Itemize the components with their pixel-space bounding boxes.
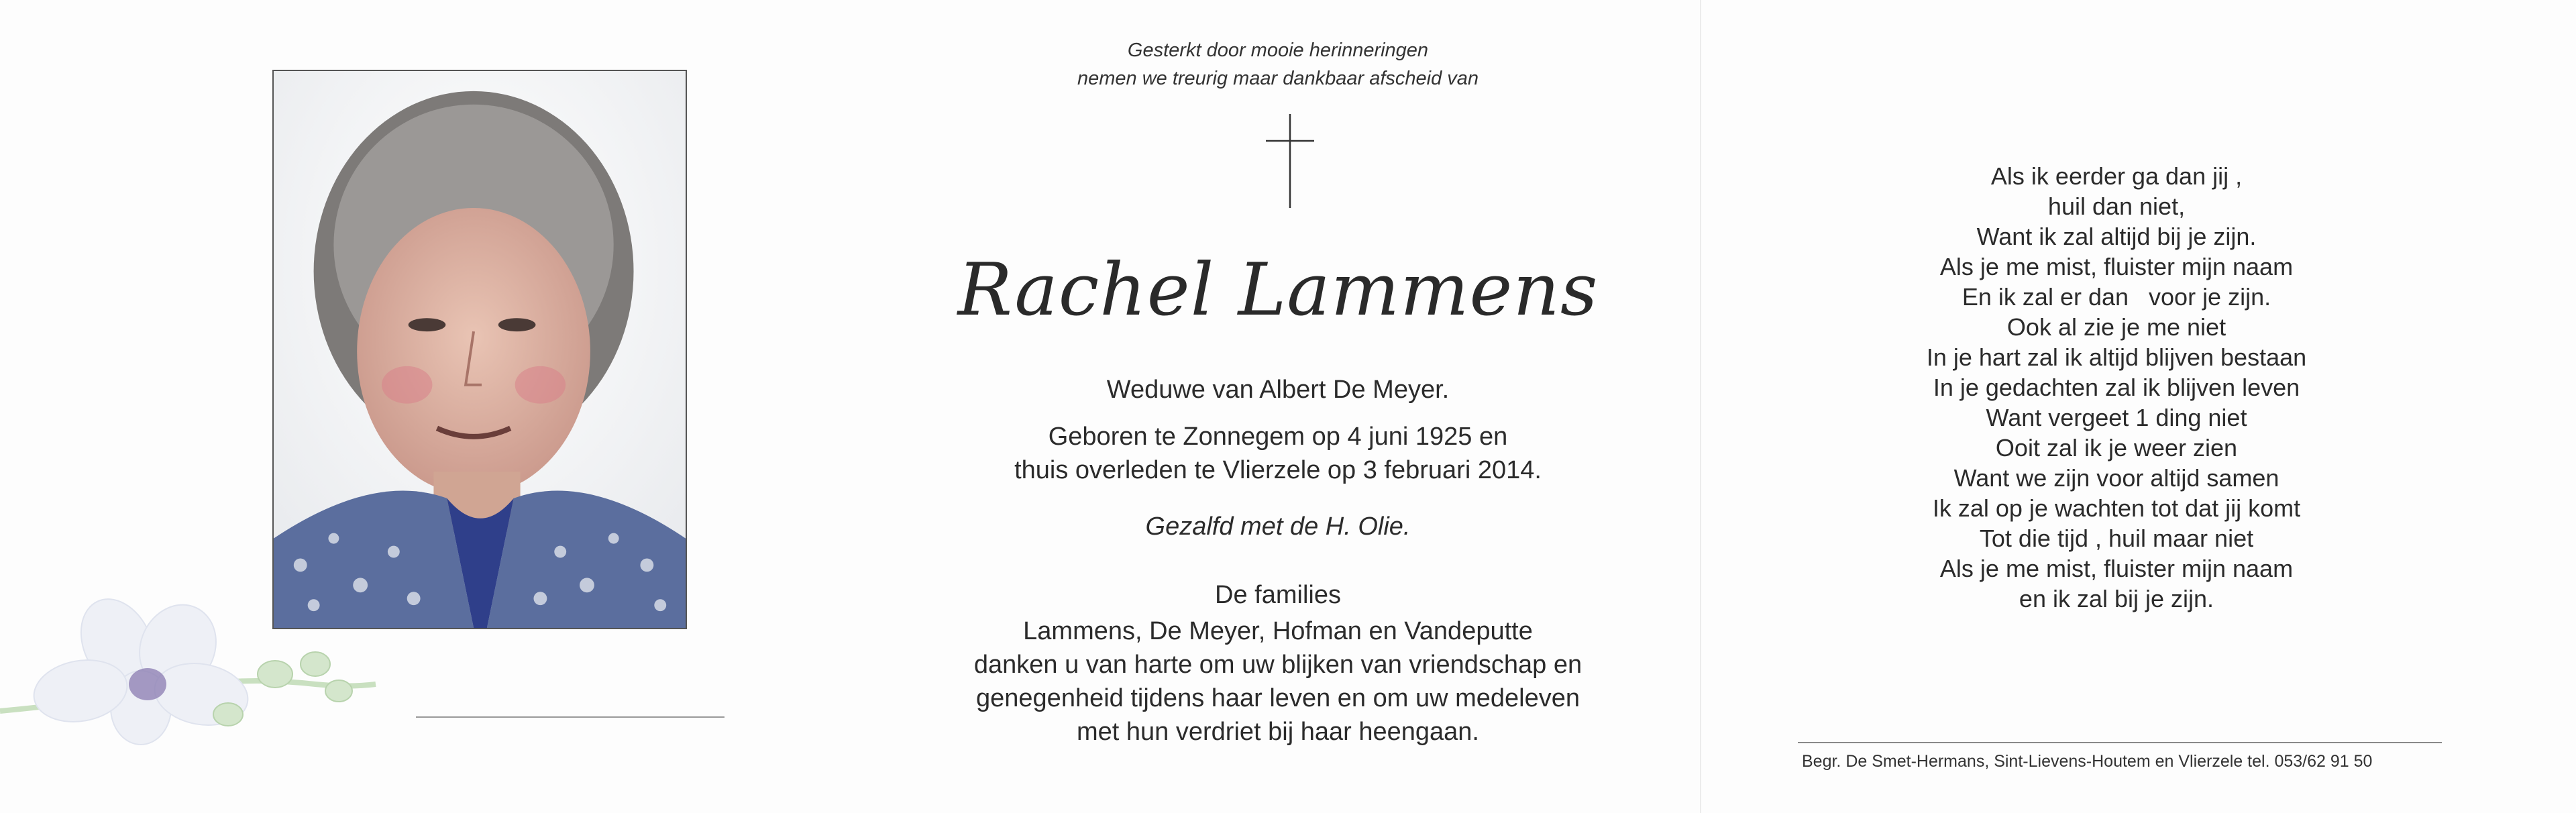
families-line: danken u van harte om uw blijken van vriendschap en: [973, 651, 1582, 679]
poem-line: In je hart zal ik altijd blijven bestaan: [1926, 343, 2307, 371]
death-line: thuis overleden te Vlierzele op 3 februari 2014.: [1014, 456, 1542, 484]
right-divider: [1798, 742, 2442, 743]
families-thanks: [892, 614, 1664, 749]
widow-line: Weduwe van Albert De Meyer.: [1106, 376, 1450, 404]
card-fold-line: [1700, 0, 1701, 813]
poem-line: Ooit zal ik je weer zien: [1995, 434, 2238, 462]
intro-line: nemen we treurig maar dankbaar afscheid van: [1077, 68, 1479, 89]
intro-text: [892, 36, 1664, 93]
orchid-icon: [0, 584, 416, 758]
birth-line: Geboren te Zonnegem op 4 juni 1925 en: [1048, 423, 1508, 451]
poem-line: Als ik eerder ga dan jij ,: [1990, 162, 2243, 190]
poem-line: Want vergeet 1 ding niet: [1986, 404, 2247, 431]
poem-line: In je gedachten zal ik blijven leven: [1933, 374, 2300, 401]
anointed-line: Gezalfd met de H. Olie.: [1145, 512, 1411, 541]
families-line: met hun verdriet bij haar heengaan.: [1077, 718, 1479, 746]
families-line: genegenheid tijdens haar leven en om uw medeleven: [976, 684, 1580, 712]
poem-line: Ook al zie je me niet: [2006, 313, 2226, 341]
poem-line: Ik zal op je wachten tot dat jij komt: [1932, 494, 2301, 522]
poem: [1744, 161, 2489, 614]
intro-line: Gesterkt door mooie herinneringen: [1127, 40, 1429, 61]
poem-line: Als je me mist, fluister mijn naam: [1939, 253, 2294, 280]
poem-line: en ik zal bij je zijn.: [2019, 585, 2214, 612]
families-title: De families: [1215, 581, 1341, 609]
poem-line: En ik zal er dan voor je zijn.: [1962, 283, 2271, 311]
left-divider: [416, 716, 724, 718]
birth-death-info: [892, 420, 1664, 487]
poem-line: Want we zijn voor altijd samen: [1953, 464, 2279, 492]
poem-line: Als je me mist, fluister mijn naam: [1939, 555, 2294, 582]
deceased-name: Rachel Lammens: [957, 248, 1599, 332]
families-line: Lammens, De Meyer, Hofman en Vandeputte: [1023, 617, 1533, 645]
portrait-photo: [272, 70, 687, 629]
poem-line: Tot die tijd , huil maar niet: [1979, 525, 2254, 552]
cross-icon: [1263, 114, 1317, 208]
poem-line: Want ik zal altijd bij je zijn.: [1976, 223, 2257, 250]
undertaker-info: Begr. De Smet-Hermans, Sint-Lievens-Houtem en Vlierzele tel. 053/62 91 50: [1802, 752, 2373, 771]
poem-line: huil dan niet,: [2047, 193, 2186, 220]
